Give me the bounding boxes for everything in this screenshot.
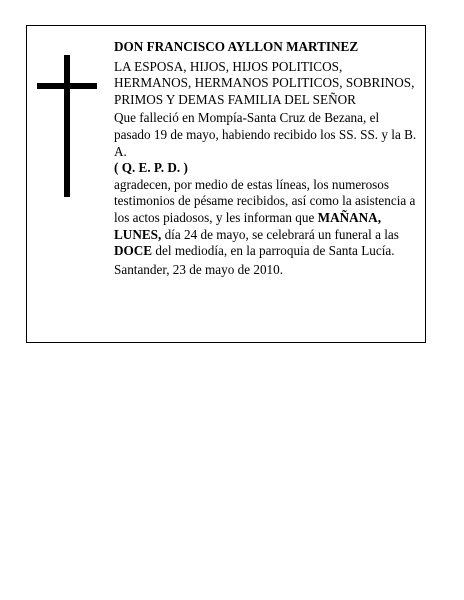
thanks-text-1: agradecen, por medio de estas líneas, los numerosos testimonios de pésame recibidos, así como la asistencia a los actos piadosos, y les informan que	[114, 176, 416, 225]
family-list: LA ESPOSA, HIJOS, HIJOS POLITICOS, HERMANOS, HERMANOS POLITICOS, SOBRINOS, PRIMOS Y DEMAS FAMILIA DEL SEÑOR	[114, 58, 415, 107]
place-date: Santander, 23 de mayo de 2010.	[114, 261, 284, 277]
thanks-text-3: del mediodía, en la parroquia de Santa Lucía.	[152, 243, 395, 259]
cross-vertical-bar	[64, 55, 70, 197]
thanks-text-2: día 24 de mayo, se celebrará un funeral a las	[161, 226, 399, 242]
thanks-paragraph	[114, 177, 419, 260]
death-details: Que falleció en Mompía-Santa Cruz de Bezana, el pasado 19 de mayo, habiendo recibido los SS. SS. y la B. A.	[114, 110, 417, 159]
qepd-line: ( Q. E. P. D. )	[114, 160, 188, 176]
notice-text	[114, 39, 419, 278]
obituary-notice	[26, 25, 426, 343]
deceased-name: DON FRANCISCO AYLLON MARTINEZ	[114, 39, 359, 54]
cross-horizontal-bar	[37, 83, 97, 89]
funeral-time: DOCE	[114, 243, 153, 259]
funeral-day: MAÑANA, LUNES,	[114, 209, 382, 242]
